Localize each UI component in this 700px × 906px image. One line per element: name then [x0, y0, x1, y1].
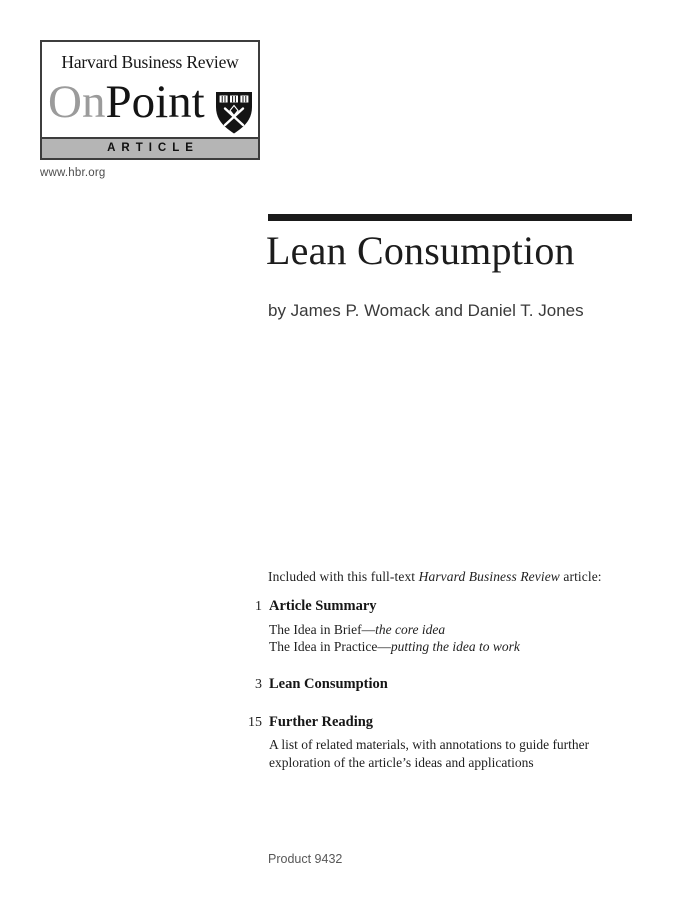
toc-item-article-summary [238, 598, 632, 655]
toc-intro [268, 569, 602, 585]
logo-banner-article: ARTICLE [42, 137, 258, 158]
subline-italic: putting the idea to work [390, 639, 520, 654]
toc-intro-suffix: article: [559, 569, 602, 584]
toc-subline-idea-in-brief [269, 621, 520, 638]
article-title: Lean Consumption [266, 228, 575, 273]
hbr-onpoint-logo [40, 40, 260, 160]
logo-brand-text: Harvard Business Review [61, 52, 239, 72]
article-byline: by James P. Womack and Daniel T. Jones [268, 301, 584, 320]
subline-regular: The Idea in Brief— [269, 622, 376, 637]
site-url: www.hbr.org [40, 167, 106, 179]
logo-wordmark-on: On [48, 76, 106, 128]
product-number: Product 9432 [268, 852, 343, 866]
toc-item-title: Further Reading [269, 714, 374, 730]
toc-page-number: 1 [255, 599, 262, 614]
toc-item-body [269, 598, 520, 655]
subline-italic: the core idea [375, 622, 446, 637]
toc-page-number: 3 [255, 677, 262, 692]
toc-intro-prefix: Included with this full-text [268, 569, 419, 584]
toc-description-line: exploration of the article’s ideas and applications [269, 754, 534, 770]
toc-item-body [269, 676, 388, 693]
logo-wordmark [48, 76, 205, 128]
subline-regular: The Idea in Practice— [269, 639, 391, 654]
toc-description-line: A list of related materials, with annotations to guide further [269, 737, 590, 752]
hbs-crest-shield-icon [215, 91, 253, 135]
logo-wordmark-point: Point [105, 76, 205, 128]
toc-item-description [269, 736, 589, 771]
toc-item-lean-consumption [238, 676, 632, 693]
toc-intro-journal-name: Harvard Business Review [418, 569, 560, 584]
table-of-contents [238, 598, 632, 771]
toc-page-number: 15 [248, 715, 262, 730]
toc-item-further-reading [238, 714, 632, 771]
title-rule [268, 214, 632, 221]
toc-item-title: Article Summary [269, 598, 377, 614]
toc-item-title: Lean Consumption [269, 676, 388, 692]
toc-item-body [269, 714, 589, 771]
toc-subline-idea-in-practice [269, 638, 520, 655]
toc-sublines [269, 621, 520, 655]
logo-main-area [42, 42, 258, 137]
